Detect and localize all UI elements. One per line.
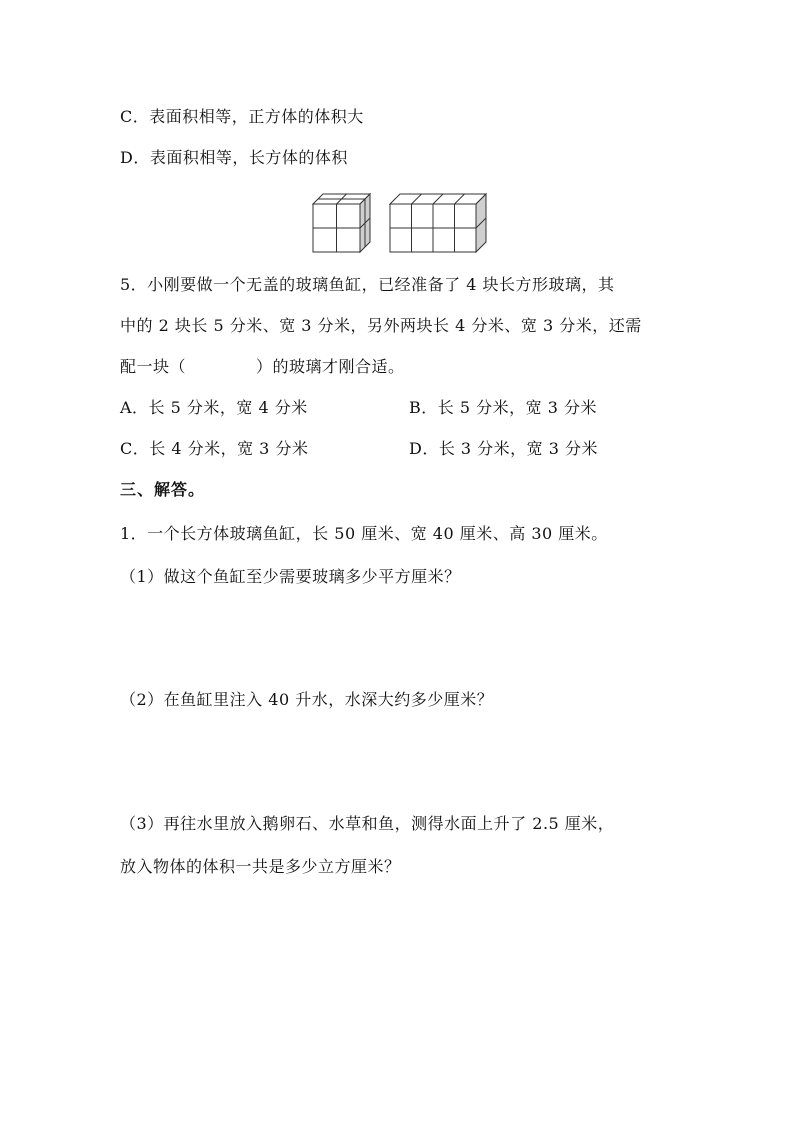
q5-option-d: D．长 3 分米，宽 3 分米	[409, 439, 599, 458]
problem1-sub3-line2: 放入物体的体积一共是多少立方厘米？	[120, 857, 401, 876]
problem1-sub1: （1）做这个鱼缸至少需要玻璃多少平方厘米？	[120, 567, 461, 586]
q5-stem-line3-after: ）的玻璃才刚合适。	[256, 357, 405, 376]
q4-option-c: C．表面积相等，正方体的体积大	[120, 107, 364, 126]
q5-option-a: A．长 5 分米，宽 4 分米	[120, 398, 308, 417]
q5-stem-line2: 中的 2 块长 5 分米、宽 3 分米，另外两块长 4 分米、宽 3 分米，还需	[120, 316, 642, 335]
q5-stem-line1: 5．小刚要做一个无盖的玻璃鱼缸，已经准备了 4 块长方形玻璃，其	[120, 275, 615, 294]
q4-option-d: D．表面积相等，长方体的体积	[120, 148, 348, 167]
q5-option-c: C．长 4 分米，宽 3 分米	[120, 439, 309, 458]
problem1-sub3-line1: （3）再往水里放入鹅卵石、水草和鱼，测得水面上升了 2.5 厘米，	[120, 814, 615, 833]
q5-stem-line3	[120, 357, 405, 377]
problem1-stem: 1．一个长方体玻璃鱼缸，长 50 厘米、宽 40 厘米、高 30 厘米。	[120, 524, 608, 543]
section-title: 三、解答。	[120, 480, 206, 499]
problem1-sub2: （2）在鱼缸里注入 40 升水，水深大约多少厘米？	[120, 690, 494, 709]
q5-option-b: B．长 5 分米，宽 3 分米	[409, 398, 597, 417]
cube-figure	[312, 192, 488, 254]
q5-stem-line3-before: 配一块（	[120, 357, 187, 376]
